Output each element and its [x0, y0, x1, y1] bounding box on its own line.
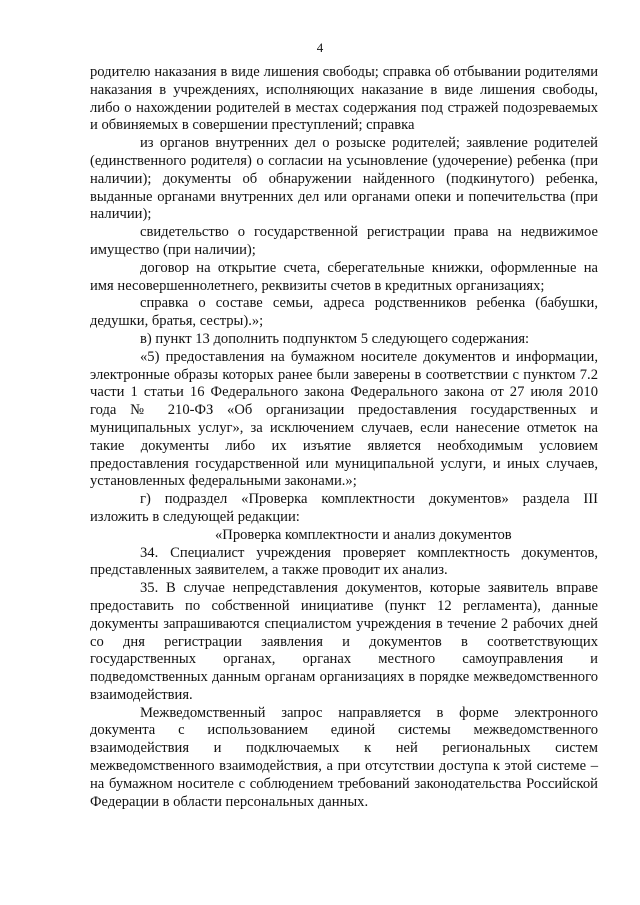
paragraph: родителю наказания в виде лишения свободы; справка об отбывании родителями наказания в учреждениях, исполняющих наказание в виде лишения свободы, либо о нахождении родителей в местах содержания под стражей подозреваемых и обвиняемых в совершении преступлений; справка	[90, 64, 598, 134]
paragraph: свидетельство о государственной регистрации права на недвижимое имущество (при наличии);	[90, 224, 598, 258]
section-heading: «Проверка комплектности и анализ документов	[215, 526, 512, 543]
page-number: 4	[316, 40, 324, 55]
document-body	[90, 64, 598, 811]
paragraph: «5) предоставления на бумажном носителе документов и информации, электронные образы которых ранее были заверены в соответствии с пунктом 7.2 части 1 статьи 16 Федерального закона Федерального закона от 27 июля 2010 года № 210-ФЗ «Об организации предоставления государственных и муниципальных услуг», за исключением случаев, если нанесение отметок на такие документы либо их изъятие является необходимым условием предоставления государственной или муниципальной услуги, и иных случаев, установленных федеральными законами.»;	[90, 348, 598, 490]
paragraph: 34. Специалист учреждения проверяет комплектность документов, представленных заявителем, а также проводит их анализ.	[90, 544, 598, 579]
paragraph: договор на открытие счета, сберегательные книжки, оформленные на имя несовершеннолетнего, реквизиты счетов в кредитных организациях;	[90, 259, 598, 294]
paragraph: в) пункт 13 дополнить подпунктом 5 следующего содержания:	[140, 330, 530, 347]
paragraph: г) подраздел «Проверка комплектности документов» раздела III изложить в следующей редакции:	[90, 491, 598, 525]
paragraph: Межведомственный запрос направляется в форме электронного документа с использованием единой системы межведомственного взаимодействия и подключаемых к ней региональных систем межведомственного взаимодействия, а при отсутствии доступа к этой системе – на бумажном носителе с соблюдением требований законодательства Российской Федерации в области персональных данных.	[90, 704, 598, 810]
paragraph: из органов внутренних дел о розыске родителей; заявление родителей (единственного родителя) о согласии на усыновление (удочерение) ребенка (при наличии); документы об обнаружении найденного (подкинутого) ребенка, выданные органами внутренних дел или органами опеки и попечительства (при наличии);	[90, 135, 598, 223]
paragraph: 35. В случае непредставления документов, которые заявитель вправе предоставить по собственной инициативе (пункт 12 регламента), данные документы запрашиваются специалистом учреждения в течение 2 рабочих дней со дня регистрации заявления и документов в соответствующих государственных органах, органах местного самоуправления и подведомственных данным органам организациях в порядке межведомственного взаимодействия.	[90, 580, 598, 703]
paragraph: справка о составе семьи, адреса родственников ребенка (бабушки, дедушки, братья, сестры).»;	[90, 295, 598, 330]
